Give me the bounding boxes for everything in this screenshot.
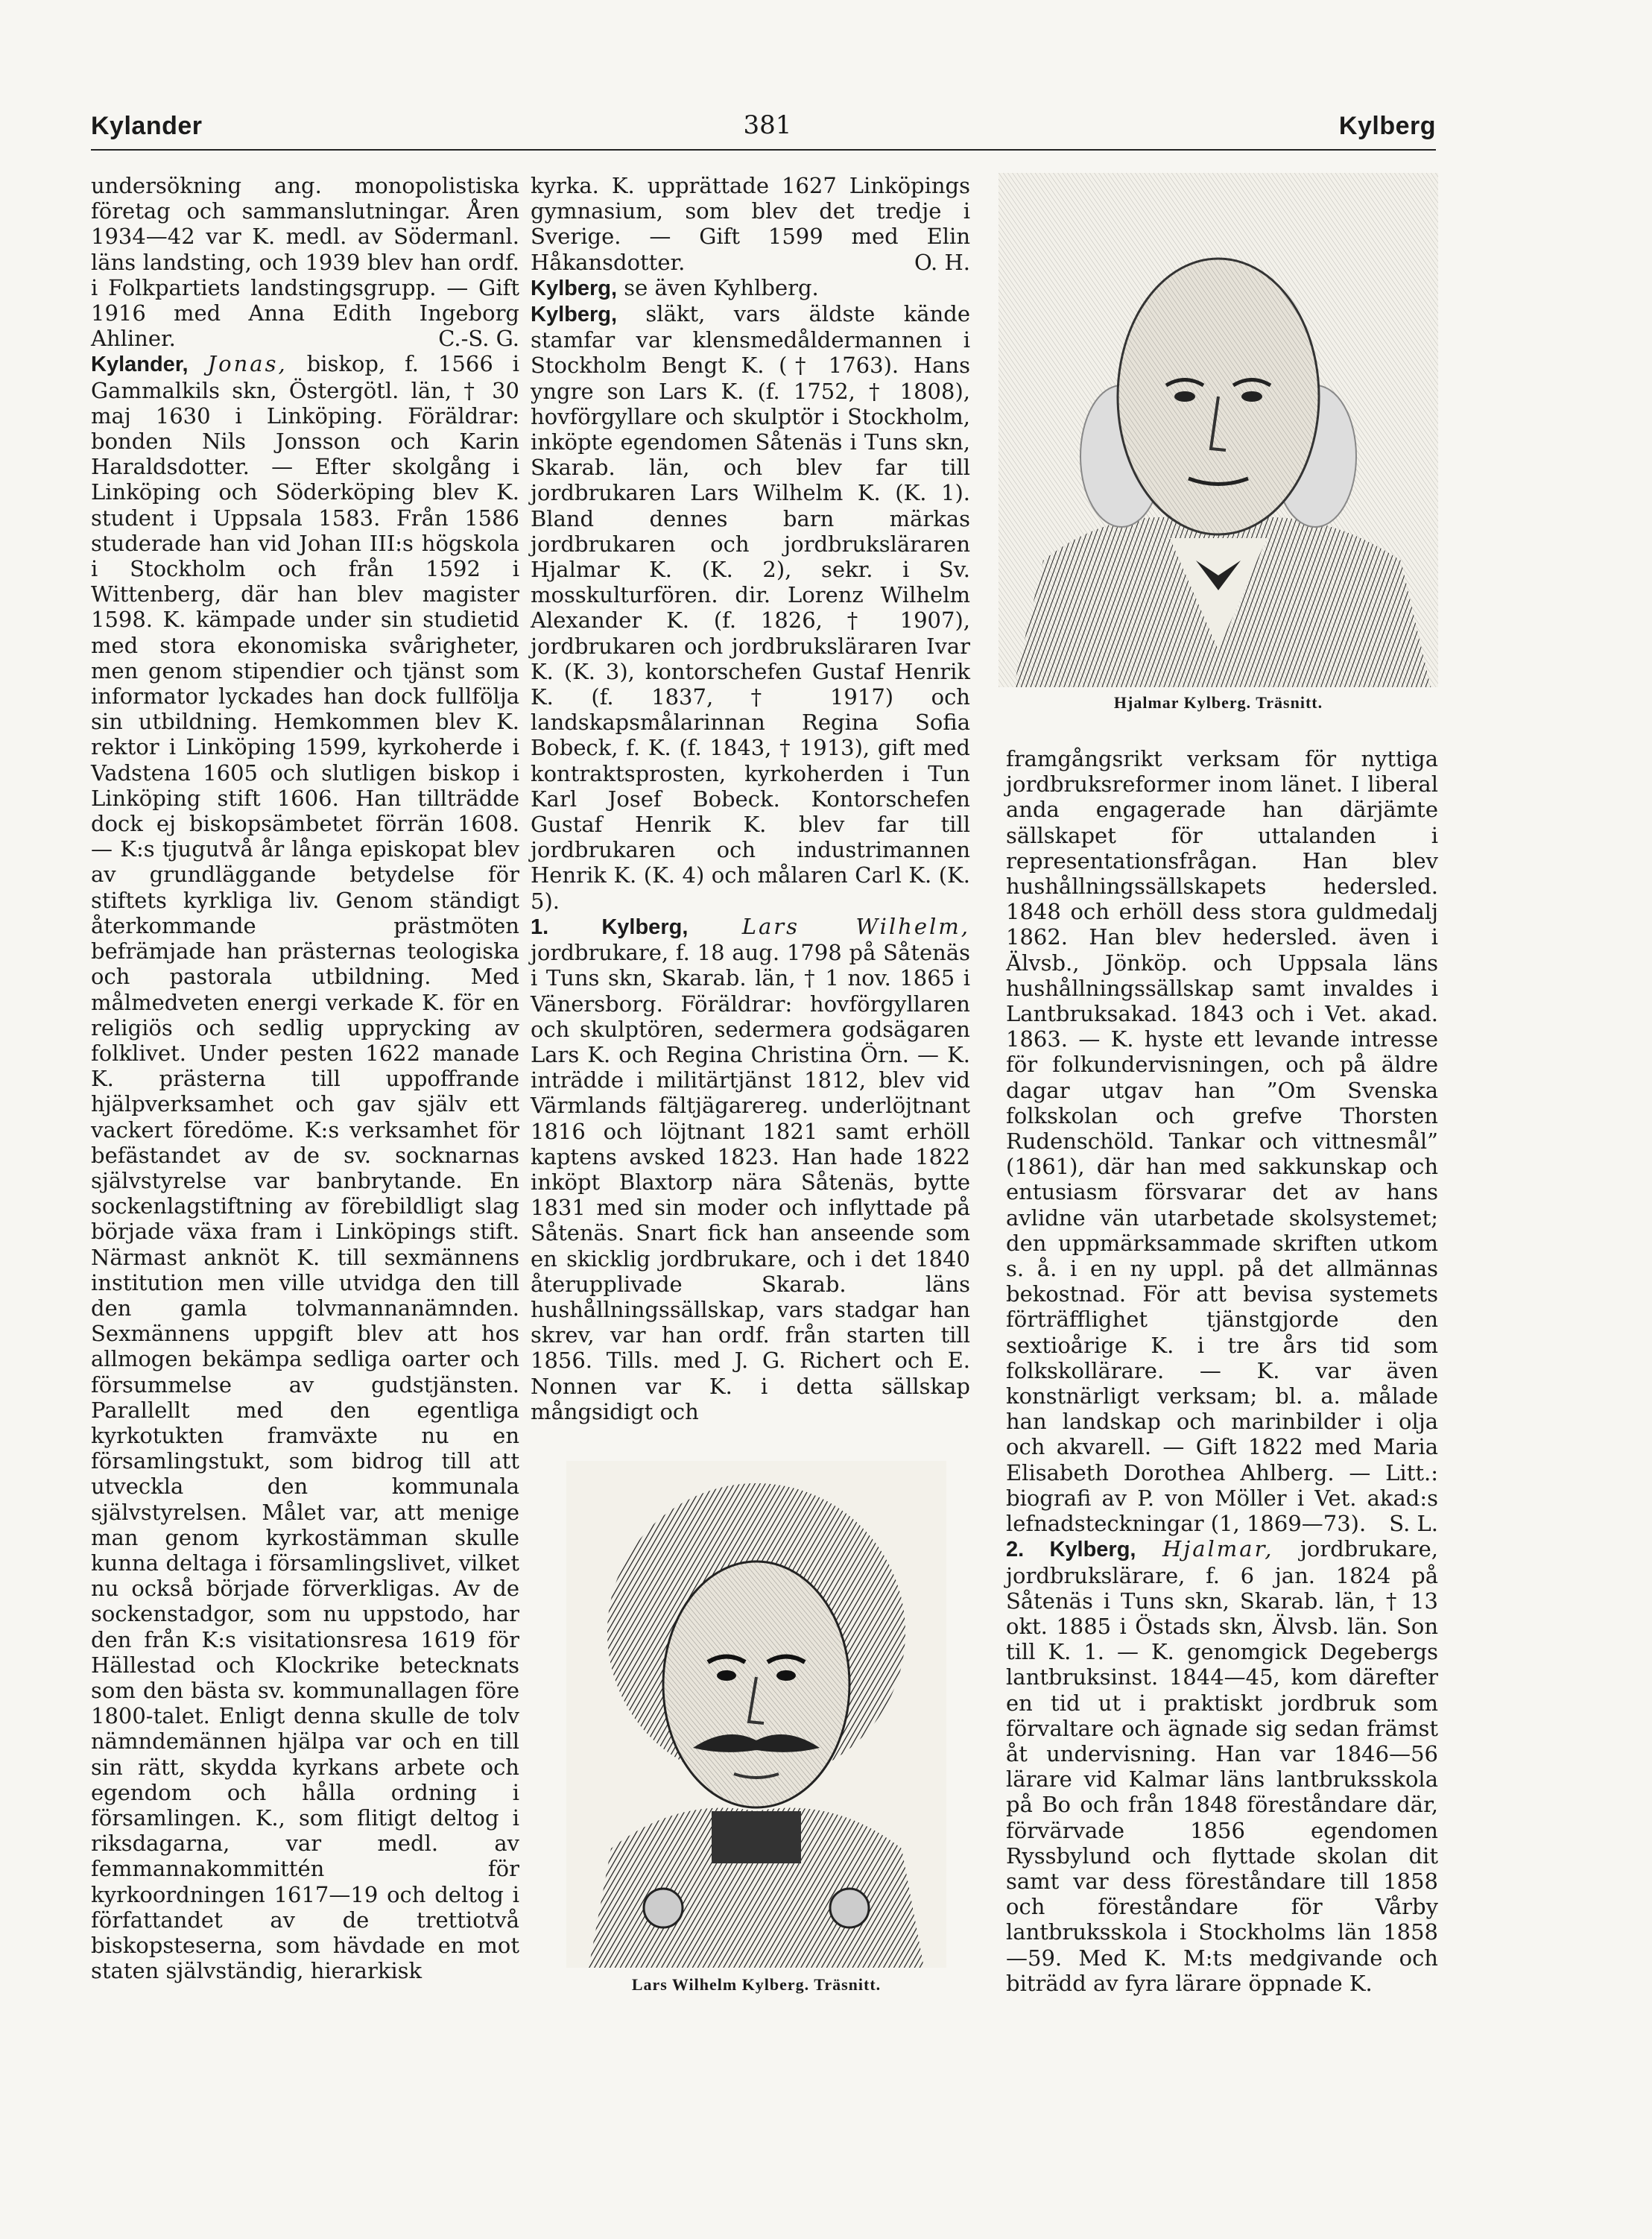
author-signature: S. L. [1389,1511,1438,1537]
page-number: 381 [743,110,792,140]
running-head-right: Kylberg [1338,112,1436,140]
column-3 [1006,746,1438,1996]
column-1 [91,173,519,2156]
entry-text: jordbrukare, jordbrukslärare, f. 6 jan. 1824 på Såtenäs i Tuns skn, Skarab. län, † 13 okt. 1885 i Östads skn, Älvsb. län. Son till K. 1. — K. genomgick Degebergs lantbruksinst. 1844—45, kom därefter en tid ut i praktiskt jordbruk som förvaltare och ägnade sig sedan främst åt undervisning. Han var 1846—56 lärare vid Kalmar läns lantbruksskola på Bo och från 1848 föreståndare där, förvärvade 1856 egendomen Ryssbylund och flyttade skolan dit samt var dess föreståndare till 1858 och föreståndare för Vårby lantbruksskola i Stockholms län 1858 —59. Med K. M:ts medgivande och biträdd av fyra lärare öppnade K. [1006,1536,1438,1996]
headword: 1. Kylberg, [531,915,689,939]
headword: Kylberg, [531,303,618,327]
woodcut-portrait-image [566,1461,946,1968]
entry-kylberg-see [531,275,970,301]
paragraph [91,173,519,351]
header-rule [91,149,1436,151]
entry-lars-wilhelm-kylberg [531,914,970,1424]
entry-text: jordbrukare, f. 18 aug. 1798 på Såtenäs i Tuns skn, Skarab. län, † 1 nov. 1865 i Vänersborg. Föräldrar: hovförgyllaren och skulptören, sedermera godsägaren Lars K. och Regina Christina Örn. — K. inträdde i militärtjänst 1812, blev vid Värmlands fältjägarereg. underlöjtnant 1816 och löjtnant 1821 samt erhöll kaptens avsked 1823. Han hade 1822 inköpt Blaxtorp nära Såtenäs, bytte 1831 med sin moder och inflyttade på Såtenäs. Snart fick han anseende som en skicklig jordbrukare, och i det 1840 återupplivade Skarab. läns hushållningssällskap, vars stadgar han skrev, var han ordf. från starten till 1856. Tills. med J. G. Richert och E. Nonnen var K. i detta sällskap mångsidigt och [531,940,970,1424]
portrait-hjalmar-kylberg [999,173,1438,687]
paragraph [531,173,970,275]
headword: Kylberg, [531,276,618,300]
entry-text: undersökning ang. monopolistiska företag och sammanslutningar. Åren 1934—42 var K. medl. av Södermanl. läns landsting, och 1939 blev han ordf. i Folkpartiets landstingsgrupp. — Gift 1916 med Anna Edith Ingeborg Ahliner. [91,173,519,352]
caption-lars-wilhelm: Lars Wilhelm Kylberg. Träsnitt. [631,1975,882,1994]
entry-text: framgångsrikt verksam för nyttiga jordbruksreformer inom länet. I liberal anda engagerade han därjämte sällskapet för uttalanden i representationsfrågan. Han blev hushållningssällskapets hedersled. 1848 och erhöll dess stora guldmedalj 1862. Han blev hedersled. även i Älvsb., Jönköp. och Uppsala läns hushållningssällskap samt invaldes i Lantbruksakad. 1843 och i Vet. akad. 1863. — K. hyste ett levande intresse för folkundervisningen, och på äldre dagar utgav han ”Om Svenska folkskolan och grefve Thorsten Rudenschöld. Tankar och vittnesmål” (1861), där han med sakkunskap och entusiasm försvarar det av hans avlidne vän utarbetade skolsystemet; den uppmärksammade skriften utkom s. å. i en ny uppl. på det allmännas bekostnad. För att bevisa systemets förträfflighet tjänstgjorde den sextioårige K. i tre års tid som folkskollärare. — K. var även konstnärligt verksam; bl. a. målade han landskap och marinbilder i olja och akvarell. — Gift 1822 med Maria Elisabeth Dorothea Ahlberg. — Litt.: biografi av P. von Möller i Vet. akad:s lefnadsteckningar (1, 1869—73). [1006,746,1438,1537]
entry-jonas-kylander [91,351,519,1983]
headword-name: Jonas, [207,351,288,377]
entry-hjalmar-kylberg [1006,1536,1438,1996]
entry-text: släkt, vars äldste kände stamfar var klensmedåldermannen i Stockholm Bengt K. († 1763). Hans yngre son Lars K. (f. 1752, † 1808), hovförgyllare och skulptör i Stockholm, inköpte egendomen Såtenäs i Tuns skn, Skarab. län, och blev far till jordbrukaren Lars Wilhelm K. (K. 1). Bland dennes barn märkas jordbrukaren och jordbruksläraren Hjalmar K. (K. 2), sekr. i Sv. mosskulturfören. dir. Lorenz Wilhelm Alexander K. (f. 1826, † 1907), jordbrukaren och jordbruksläraren Ivar K. (K. 3), kontorschefen Gustaf Henrik K. (f. 1837, † 1917) och landskapsmålarinnan Regina Sofia Bobeck, f. K. (f. 1843, † 1913), gift med kontraktsprosten, kyrkoherden i Tun Karl Josef Bobeck. Kontorschefen Gustaf Henrik K. blev far till jordbrukaren och industrimannen Henrik K. (K. 4) och målaren Carl K. (K. 5). [531,301,970,914]
headword-name: Lars Wilhelm, [741,913,970,939]
headword-name: Hjalmar, [1162,1536,1274,1562]
headword: Kylander, [91,353,189,377]
woodcut-portrait-image [999,173,1438,687]
portrait-lars-wilhelm-kylberg [566,1461,946,1968]
author-signature: O. H. [914,249,970,275]
entry-kylberg-family [531,301,970,914]
entry-text: biskop, f. 1566 i Gammalkils skn, Östergötl. län, † 30 maj 1630 i Linköping. Föräldrar: bonden Nils Jonsson och Karin Haraldsdotter. — Efter skolgång i Linköping och Söderköping blev K. student i Uppsala 1583. Från 1586 studerade han vid Johan III:s högskola i Stockholm och från 1592 i Wittenberg, där han blev magister 1598. K. kämpade under sin studietid med stora ekonomiska svårigheter, men genom stipendier och tjänst som informator lyckades han dock fullfölja sin utbildning. Hemkommen blev K. rektor i Linköping 1599, kyrkoherde i Vadstena 1605 och slutligen biskop i Linköping stift 1606. Han tillträdde dock ej biskopsämbetet förrän 1608. — K:s tjugutvå år långa episkopat blev av grundläggande betydelse för stiftets kyrkliga liv. Genom ständigt återkommande prästmöten befrämjade han prästernas teologiska och pastorala utbildning. Med målmedveten energi verkade K. för en religiös och sedlig upprycking av folklivet. Under pesten 1622 manade K. prästerna till uppoffrande hjälpverksamhet och gav själv ett vackert föredöme. K:s verksamhet för befästandet av de sv. socknarnas självstyrelse var banbrytande. En sockenlagstiftning av förebildligt slag började växa fram i Linköpings stift. Närmast anknöt K. till sexmännens institution men ville utvidga den till den gamla tolvmannanämnden. Sexmännens uppgift blev att hos allmogen bekämpa sedliga oarter och försummelse av gudstjänsten. Parallellt med den egentliga kyrkotukten framväxte nu en församlingstukt, som bidrog till att utveckla den kommunala självstyrelsen. Målet var, att menige man genom kyrkostämman skulle kunna deltaga i församlingslivet, vilket nu också började förverkligas. Av de sockenstadgor, som nu uppstodo, har den från K:s visitationsresa 1619 för Hällestad och Klockrike betecknats som den bästa sv. kommunallagen före 1800-talet. Enligt denna skulle de tolv nämndemännen hjälpa var och en till sin rätt, skydda kyrkans arbete och egendom och hålla ordning i församlingen. K., som flitigt deltog i riksdagarna, var medl. av femmannakommittén för kyrkoordningen 1617—19 och deltog i författandet av de trettiotvå biskopsteserna, som hävdade en mot staten självständig, hierarkisk [91,351,520,1984]
caption-hjalmar: Hjalmar Kylberg. Träsnitt. [1113,693,1323,712]
cross-reference: se även Kyhlberg. [617,274,819,300]
author-signature: C.-S. G. [438,326,519,352]
headword: 2. Kylberg, [1006,1538,1136,1562]
paragraph [1006,746,1438,1536]
column-2 [531,173,970,1424]
running-head-left: Kylander [91,112,203,140]
entry-text: kyrka. K. upprättade 1627 Linköpings gymnasium, som blev det tredje i Sverige. — Gift 1599 med Elin Håkansdotter. [531,173,970,275]
